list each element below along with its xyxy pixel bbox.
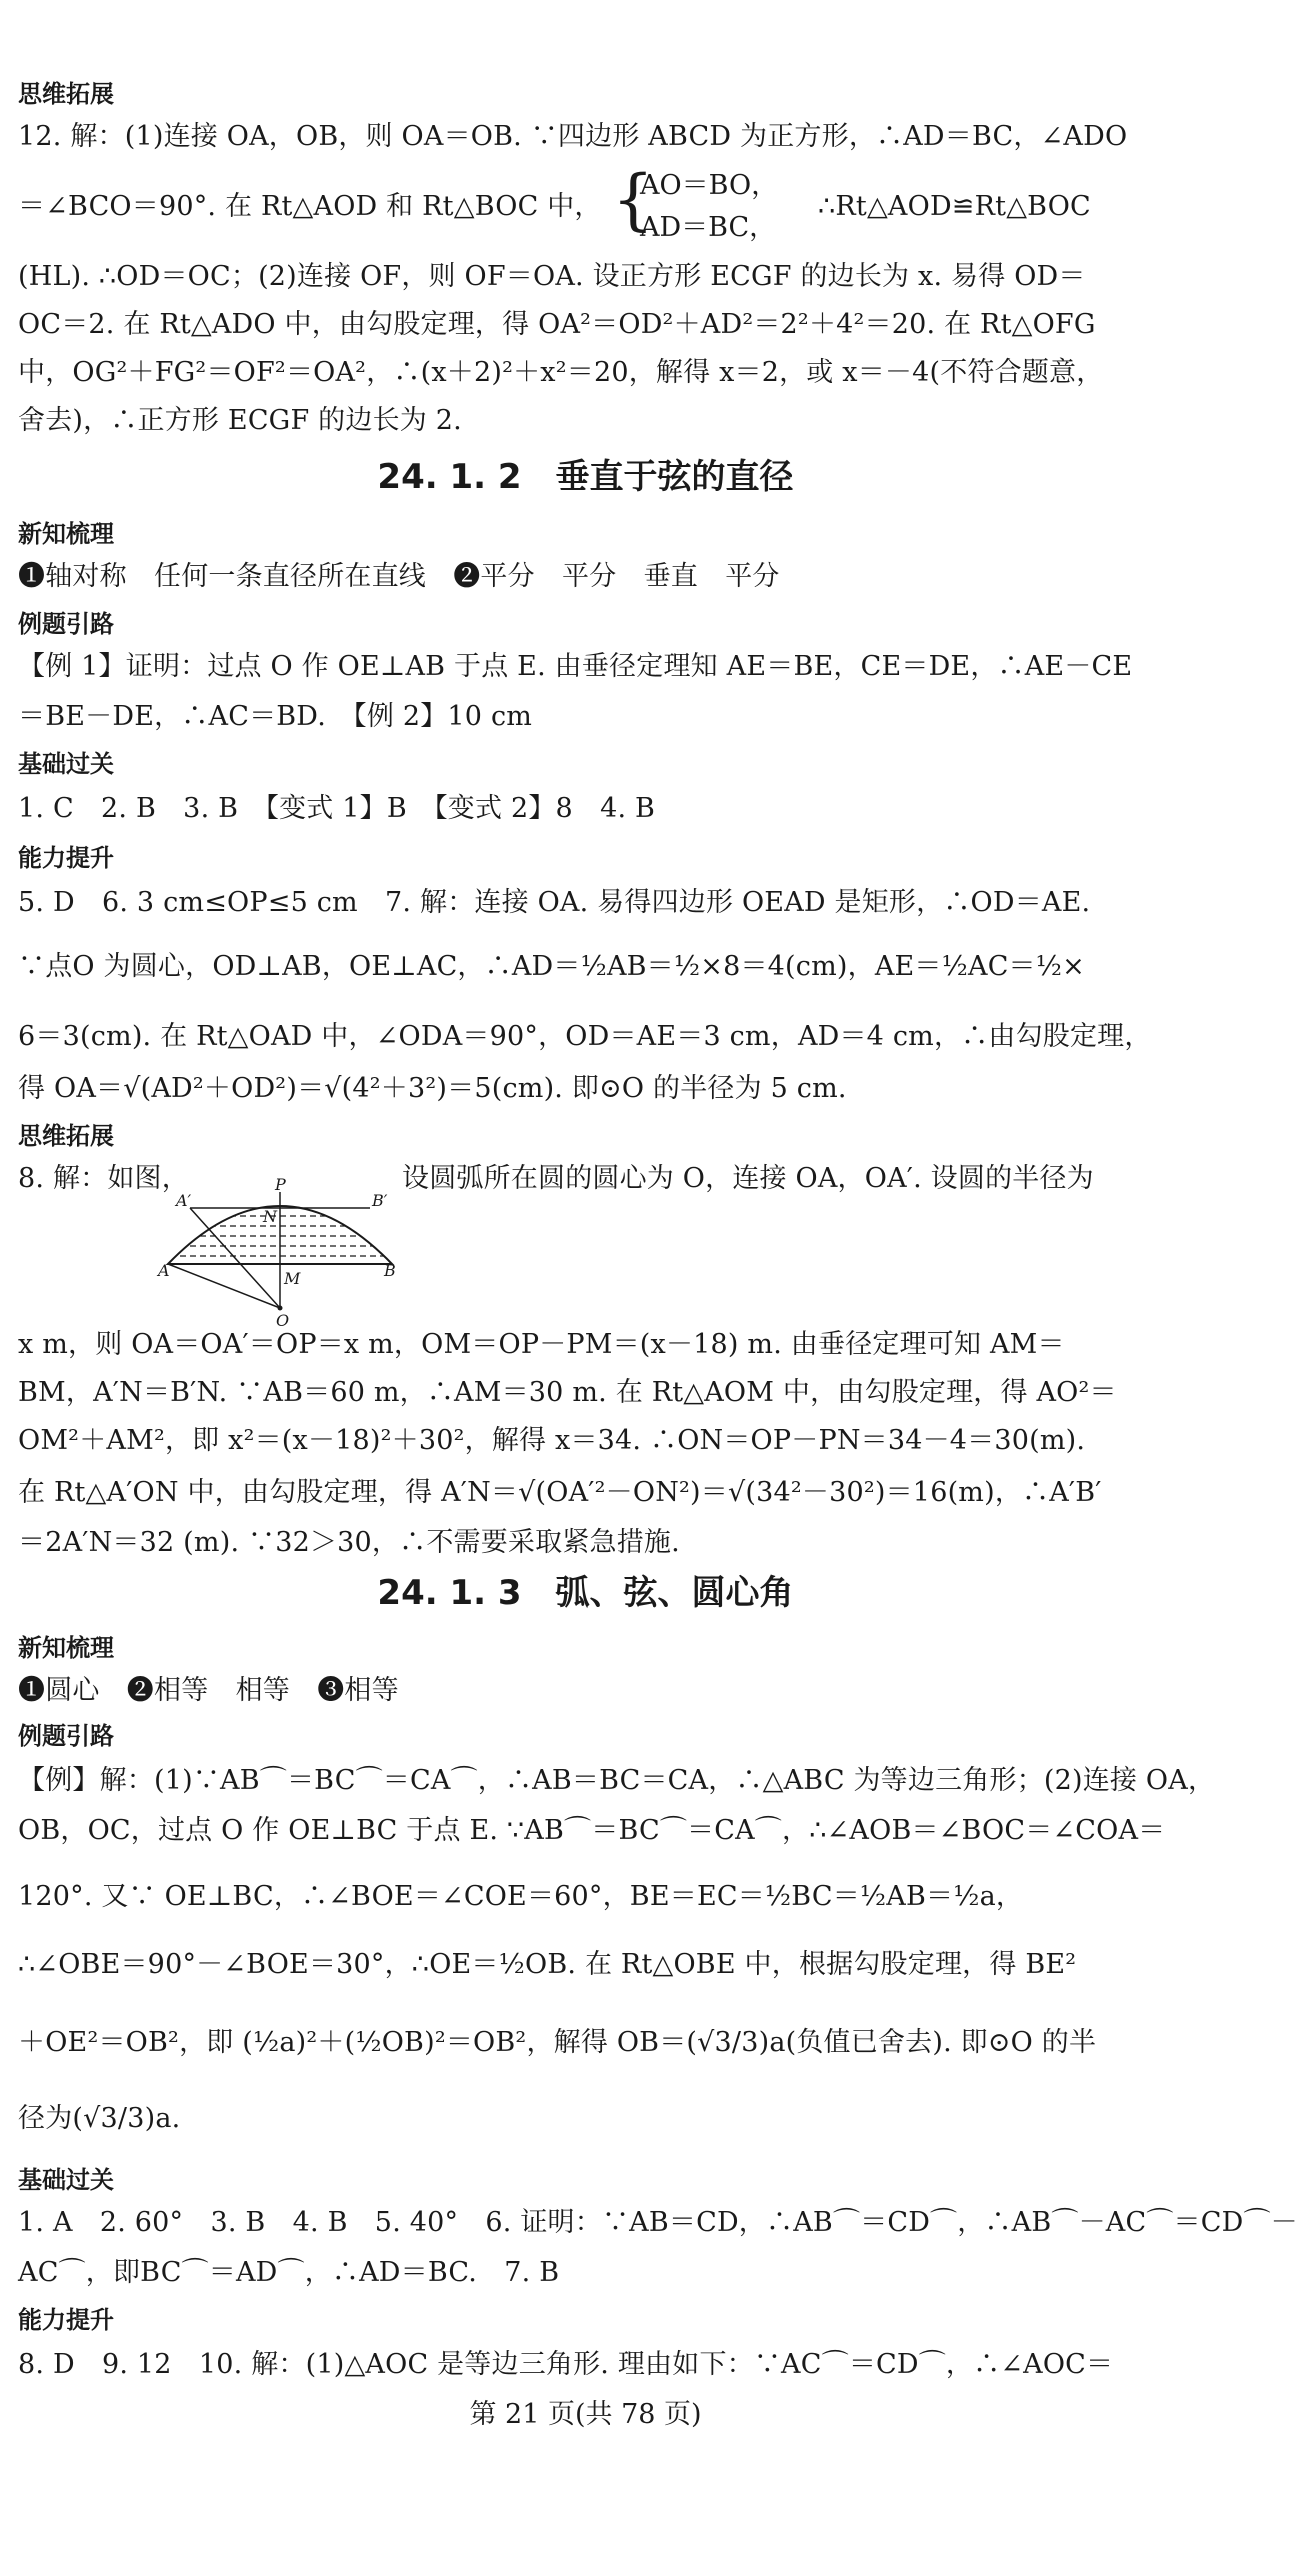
text-line: 【例】解：(1)∵AB⌒＝BC⌒＝CA⌒，∴AB＝BC＝CA，∴△ABC 为等边三角形；(2)连接 OA， bbox=[18, 1765, 1216, 1796]
section-heading: 基础过关 bbox=[18, 2166, 114, 2194]
equation-system-row: AO＝BO， bbox=[640, 170, 779, 201]
point-label: A bbox=[158, 1261, 170, 1280]
text-line: 中，OG²＋FG²＝OF²＝OA²，∴(x＋2)²＋x²＝20，解得 x＝2，或 x＝－4(不符合题意， bbox=[18, 357, 1104, 388]
text-line: 舍去)，∴正方形 ECGF 的边长为 2. bbox=[18, 405, 462, 436]
point-label: O bbox=[276, 1311, 290, 1330]
section-heading: 能力提升 bbox=[18, 844, 114, 872]
point-label: B bbox=[384, 1261, 396, 1280]
text-line: ＋OE²＝OB²，即 (½a)²＋(½OB)²＝OB²，解得 OB＝(√3/3)a(负值已舍去). 即⊙O 的半 bbox=[18, 2027, 1097, 2058]
text-line: 得 OA＝√(AD²＋OD²)＝√(4²＋3²)＝5(cm). 即⊙O 的半径为 5 cm. bbox=[18, 1073, 847, 1104]
text-line: x m，则 OA＝OA′＝OP＝x m，OM＝OP－PM＝(x－18) m. 由垂径定理可知 AM＝ bbox=[18, 1329, 1065, 1360]
section-heading: 思维拓展 bbox=[18, 80, 114, 108]
text-line: 8. D 9. 12 10. 解：(1)△AOC 是等边三角形. 理由如下：∵AC⌒＝CD⌒，∴∠AOC＝ bbox=[18, 2349, 1114, 2380]
section-heading: 基础过关 bbox=[18, 750, 114, 778]
text-line: ∵点O 为圆心，OD⊥AB，OE⊥AC，∴AD＝½AB＝½×8＝4(cm)，AE＝½AC＝½× bbox=[18, 951, 1085, 982]
point-label: A′ bbox=[176, 1191, 192, 1210]
text-line: 【例 1】证明：过点 O 作 OE⊥AB 于点 E. 由垂径定理知 AE＝BE，CE＝DE，∴AE－CE bbox=[18, 651, 1133, 682]
text-line: 1. C 2. B 3. B 【变式 1】B 【变式 2】8 4. B bbox=[18, 793, 656, 824]
equation-system-row: AD＝BC， bbox=[640, 212, 777, 243]
text-line: OC＝2. 在 Rt△ADO 中，由勾股定理，得 OA²＝OD²＋AD²＝2²＋4²＝20. 在 Rt△OFG bbox=[18, 309, 1096, 340]
text-line: BM，A′N＝B′N. ∵AB＝60 m，∴AM＝30 m. 在 Rt△AOM 中，由勾股定理，得 AO²＝ bbox=[18, 1377, 1117, 1408]
section-heading: 思维拓展 bbox=[18, 1122, 114, 1150]
section-heading: 例题引路 bbox=[18, 1722, 114, 1750]
text-line: 8. 解：如图， bbox=[18, 1163, 189, 1194]
text-line: 1. A 2. 60° 3. B 4. B 5. 40° 6. 证明：∵AB＝CD，∴AB⌒＝CD⌒，∴AB⌒－AC⌒＝CD⌒－ bbox=[18, 2207, 1298, 2238]
text-line: ∴∠OBE＝90°－∠BOE＝30°，∴OE＝½OB. 在 Rt△OBE 中，根据勾股定理，得 BE² bbox=[18, 1949, 1077, 1980]
text-line: AC⌒，即BC⌒＝AD⌒，∴AD＝BC. 7. B bbox=[18, 2257, 560, 2288]
text-line: ＝2A′N＝32 (m). ∵32＞30，∴不需要采取紧急措施. bbox=[18, 1527, 680, 1558]
text-line: 12. 解：(1)连接 OA，OB，则 OA＝OB. ∵四边形 ABCD 为正方形，∴AD＝BC，∠ADO bbox=[18, 121, 1128, 152]
text-line: 径为(√3/3)a. bbox=[18, 2103, 181, 2134]
text-line: 6＝3(cm). 在 Rt△OAD 中，∠ODA＝90°，OD＝AE＝3 cm，AD＝4 cm，∴由勾股定理， bbox=[18, 1021, 1152, 1052]
text-line: 120°. 又∵ OE⊥BC，∴∠BOE＝∠COE＝60°，BE＝EC＝½BC＝½AB＝½a， bbox=[18, 1881, 1024, 1912]
text-line: ❶圆心 ❷相等 相等 ❸相等 bbox=[18, 1675, 399, 1706]
point-label: N bbox=[263, 1207, 277, 1226]
text-line: ❶轴对称 任何一条直径所在直线 ❷平分 平分 垂直 平分 bbox=[18, 561, 780, 592]
brace-glyph: { bbox=[612, 161, 654, 238]
point-label: P bbox=[275, 1175, 286, 1194]
text-line: 5. D 6. 3 cm≤OP≤5 cm 7. 解：连接 OA. 易得四边形 OEAD 是矩形，∴OD＝AE. bbox=[18, 887, 1091, 918]
section-heading: 能力提升 bbox=[18, 2306, 114, 2334]
text-line: ＝∠BCO＝90°. 在 Rt△AOD 和 Rt△BOC 中， bbox=[18, 191, 602, 222]
point-label: M bbox=[284, 1269, 301, 1288]
point-label: B′ bbox=[372, 1191, 388, 1210]
text-line: ∴Rt△AOD≌Rt△BOC bbox=[818, 191, 1091, 222]
section-title: 24. 1. 3 弧、弦、圆心角 bbox=[377, 1573, 794, 1613]
text-line: OM²＋AM²，即 x²＝(x－18)²＋30²，解得 x＝34. ∴ON＝OP－PN＝34－4＝30(m). bbox=[18, 1425, 1086, 1456]
text-line: ＝BE－DE，∴AC＝BD. 【例 2】10 cm bbox=[18, 701, 533, 732]
arch-bridge-diagram bbox=[158, 1175, 400, 1330]
section-heading: 新知梳理 bbox=[18, 1634, 114, 1662]
text-line: OB，OC，过点 O 作 OE⊥BC 于点 E. ∵AB⌒＝BC⌒＝CA⌒，∴∠AOB＝∠BOC＝∠COA＝ bbox=[18, 1815, 1166, 1846]
section-title: 24. 1. 2 垂直于弦的直径 bbox=[377, 457, 794, 497]
text-line: (HL). ∴OD＝OC；(2)连接 OF，则 OF＝OA. 设正方形 ECGF 的边长为 x. 易得 OD＝ bbox=[18, 261, 1086, 292]
text-line: 在 Rt△A′ON 中，由勾股定理，得 A′N＝√(OA′²－ON²)＝√(34²－30²)＝16(m)，∴A′B′ bbox=[18, 1477, 1102, 1508]
text-line: 设圆弧所在圆的圆心为 O，连接 OA，OA′. 设圆的半径为 bbox=[402, 1163, 1094, 1194]
section-heading: 例题引路 bbox=[18, 610, 114, 638]
section-heading: 新知梳理 bbox=[18, 520, 114, 548]
page-footer: 第 21 页(共 78 页) bbox=[469, 2399, 702, 2430]
